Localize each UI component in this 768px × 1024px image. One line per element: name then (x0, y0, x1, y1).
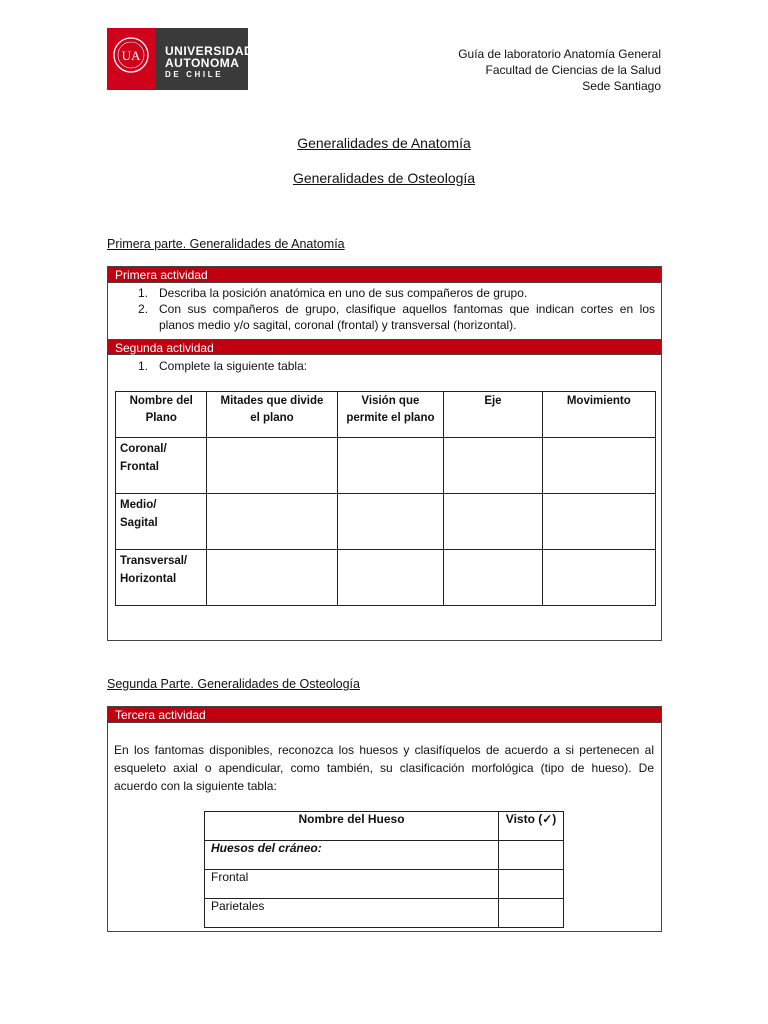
list-number: 2. (138, 302, 149, 316)
page-title-1: Generalidades de Anatomía (297, 135, 471, 151)
row-label-cell: Transversal/ Horizontal (116, 550, 207, 606)
list-text: Complete la siguiente tabla: (159, 359, 308, 373)
table-cell[interactable] (499, 841, 564, 870)
list-number: 1. (138, 286, 149, 300)
table-cell[interactable] (444, 438, 542, 494)
table-cell: Parietales (205, 899, 499, 928)
table-header-cell: Movimiento (542, 392, 655, 438)
list-text: Con sus compañeros de grupo, clasifique aquellos fantomas que indican cortes en los (159, 302, 655, 316)
table-cell[interactable] (444, 494, 542, 550)
table-row (205, 841, 564, 870)
table-cell[interactable] (337, 494, 444, 550)
table-header-cell: Nombre del Plano (116, 392, 207, 438)
activity1-list (108, 283, 661, 339)
table-cell[interactable] (337, 550, 444, 606)
activity-box-1 (107, 266, 662, 641)
bones-table (204, 811, 564, 928)
header-line1: Guía de laboratorio Anatomía General (458, 47, 661, 61)
table-row (116, 494, 656, 550)
logo-text-line3: DE CHILE (165, 70, 224, 79)
logo-text-line1: UNIVERSIDAD (165, 44, 254, 58)
seal-text: UA (121, 48, 141, 63)
row-label-cell: Medio/ Sagital (116, 494, 207, 550)
table-row (205, 899, 564, 928)
table-header-cell: Visto (✓) (499, 812, 564, 841)
table-header-row (116, 392, 656, 438)
table-header-cell: Eje (444, 392, 542, 438)
header-line3: Sede Santiago (582, 79, 661, 93)
table-cell: Frontal (205, 870, 499, 899)
table-header-cell: Mitades que divide el plano (207, 392, 337, 438)
table-cell[interactable] (542, 438, 655, 494)
list-text-continued: planos medio y/o sagital, coronal (frontal) y transversal (horizontal). (159, 318, 517, 332)
table-cell: Huesos del cráneo: (205, 841, 499, 870)
table-header-cell: Visión que permite el plano (337, 392, 444, 438)
table-cell[interactable] (337, 438, 444, 494)
activity-bar-2: Segunda actividad (108, 339, 661, 355)
activity-bar-1: Primera actividad (108, 267, 661, 283)
table-cell[interactable] (207, 438, 337, 494)
table-cell[interactable] (444, 550, 542, 606)
table-cell[interactable] (542, 494, 655, 550)
list-number: 1. (138, 359, 149, 373)
table-cell[interactable] (207, 494, 337, 550)
table-row (205, 870, 564, 899)
logo-text-line2: AUTONOMA (165, 56, 240, 70)
table-header-row (205, 812, 564, 841)
table-row (116, 550, 656, 606)
header-line2: Facultad de Ciencias de la Salud (485, 63, 661, 77)
page-title-2: Generalidades de Osteología (292, 170, 476, 186)
section-heading-part2: Segunda Parte. Generalidades de Osteología (107, 677, 360, 691)
planes-table (115, 391, 656, 606)
list-text: Describa la posición anatómica en uno de sus compañeros de grupo. (159, 286, 528, 300)
activity-bar-3: Tercera actividad (108, 707, 661, 723)
table-row (116, 438, 656, 494)
section-heading-part1: Primera parte. Generalidades de Anatomía (107, 237, 345, 251)
table-cell[interactable] (207, 550, 337, 606)
header-info (458, 46, 661, 94)
table-header-cell: Nombre del Hueso (205, 812, 499, 841)
row-label-cell: Coronal/ Frontal (116, 438, 207, 494)
table-cell[interactable] (499, 870, 564, 899)
table-cell[interactable] (542, 550, 655, 606)
table-cell[interactable] (499, 899, 564, 928)
activity3-paragraph: En los fantomas disponibles, reconozca los huesos y clasifíquelos de acuerdo a si pertenecen al esqueleto axial o apendicular, como también, su clasificación morfológica (tipo de hueso). De acuerdo con la siguiente tabla: (114, 743, 654, 793)
